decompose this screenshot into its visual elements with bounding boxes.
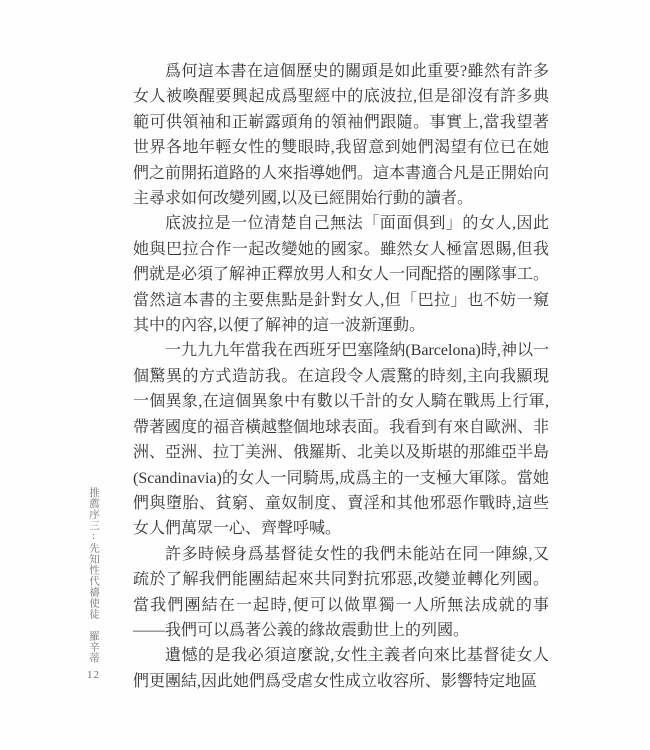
- paragraph-3: 一九九九年當我在西班牙巴塞隆納(Barcelona)時,神以一個驚異的方式造訪我。在這段令人震驚的時刻,主向我顯現一個異象,在這個異象中有數以千計的女人騎在戰馬上行軍,帶著國度的福音橫越整個地球表面。我看到有來自歐洲、非洲、亞洲、拉丁美洲、俄羅斯、北美以及斯堪的那維亞半島(Scandinavia)的女人一同騎馬,成爲主的一支極大軍隊。當她們與墮胎、貧窮、童奴制度、賣淫和其他邪惡作戰時,這些女人們萬眾一心、齊聲呼喊。: [133, 342, 550, 538]
- running-title-vertical: 推薦序三:先知性代禱使徒 羅辛蒂: [88, 487, 99, 664]
- paragraph-5: 遺憾的是我必須這麼說,女性主義者向來比基督徒女人們更團結,因此她們爲受虐女性成立收容所、影響特定地區: [133, 647, 549, 690]
- paragraph-1: 爲何這本書在這個歷史的關頭是如此重要?雖然有許多女人被喚醒要興起成爲聖經中的底波拉,但是卻沒有許多典範可供領袖和正嶄露頭角的領袖們跟隨。事實上,當我望著世界各地年輕女性的雙眼時,我留意到她們渴望有位已在她們之前開拓道路的人來指導她們。這本書適合凡是正開始向主尋求如何改變列國,以及已經開始行動的讀者。: [133, 63, 550, 208]
- paragraph-4: 許多時候身爲基督徒女性的我們未能站在同一陣線,又疏於了解我們能團結起來共同對抗邪惡,改變並轉化列國。當我們團結在一起時,便可以做單獨一人所無法成就的事——我們可以爲著公義的緣故震動世上的列國。: [133, 545, 549, 639]
- page-number: 12: [87, 669, 100, 681]
- paragraph-2: 底波拉是一位清楚自己無法「面面俱到」的女人,因此她與巴拉合作一起改變她的國家。雖然女人極富恩賜,但我們就是必須了解神正釋放男人和女人一同配搭的團隊事工。當然這本書的主要焦點是針對女人,但「巴拉」也不妨一窺其中的內容,以便了解神的這一波新運動。: [133, 215, 550, 335]
- body-text: [133, 59, 549, 694]
